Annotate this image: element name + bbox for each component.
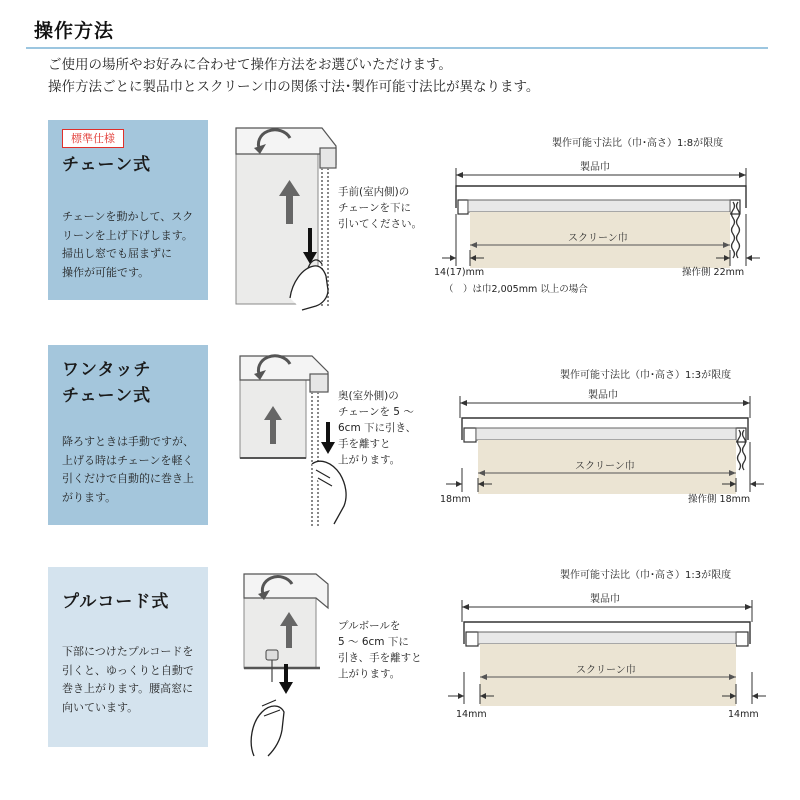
- product-width-label: 製品巾: [580, 162, 610, 173]
- chain-type-dimension-diagram: [430, 130, 770, 300]
- product-width-label: 製品巾: [588, 390, 618, 401]
- desc-line: リーンを上げ下げします。: [62, 228, 193, 242]
- screen-width-label: スクリーン巾: [576, 665, 636, 676]
- pull-cord-blind-illustration: [240, 566, 340, 762]
- one-touch-chain-panel: [48, 345, 208, 525]
- desc-line: 掃出し窓でも屈まずに: [62, 247, 172, 260]
- caption-line: 引き、手を離すと: [338, 652, 422, 664]
- caption-line: 上がります。: [338, 668, 401, 680]
- right-dimension-label: 14mm: [728, 709, 759, 720]
- pull-cord-caption: [338, 618, 422, 682]
- caption-line: 上がります。: [338, 454, 401, 466]
- desc-line: 巻き上がります。腰高窓に: [62, 682, 194, 695]
- desc-line: 向いています。: [62, 700, 139, 714]
- caption-line: 手を離すと: [338, 438, 391, 450]
- pull-cord-dimension-diagram: [430, 560, 770, 725]
- desc-line: 下部につけたプルコードを: [62, 645, 194, 658]
- one-touch-chain-caption: [338, 388, 416, 468]
- intro-text: [48, 54, 539, 98]
- chain-type-caption: [338, 184, 422, 232]
- caption-line: チェーンを 5 ～: [338, 406, 414, 418]
- ratio-label: 製作可能寸法比（巾･高さ）1:3が限度: [560, 570, 732, 581]
- note-label: （ ）は巾2,005mm 以上の場合: [444, 284, 588, 295]
- desc-line: がります。: [62, 490, 117, 504]
- caption-line: 奥(室外側)の: [338, 390, 399, 402]
- intro-line-1: ご使用の場所やお好みに合わせて操作方法をお選びいただけます。: [48, 57, 452, 73]
- one-touch-dimension-diagram: [430, 360, 770, 510]
- desc-line: 降ろすときは手動ですが、: [62, 435, 194, 448]
- screen-width-label: スクリーン巾: [575, 461, 635, 472]
- pull-cord-title: プルコード式: [62, 592, 170, 612]
- caption-line: 引いてください。: [338, 218, 422, 230]
- chain-blind-illustration: [232, 118, 352, 318]
- right-dimension-label: 操作側 22mm: [682, 267, 745, 278]
- caption-line: プルボールを: [338, 620, 401, 632]
- product-width-label: 製品巾: [590, 594, 620, 605]
- desc-line: 操作が可能です。: [62, 265, 150, 279]
- standard-spec-badge: 標準仕様: [62, 129, 124, 148]
- desc-line: 上げる時はチェーンを軽く: [62, 453, 194, 467]
- chain-type-title: チェーン式: [62, 155, 152, 175]
- ratio-label: 製作可能寸法比（巾･高さ）1:3が限度: [560, 370, 732, 381]
- caption-line: チェーンを下に: [338, 202, 411, 214]
- chain-type-panel: [48, 120, 208, 300]
- one-touch-chain-title: [62, 357, 151, 409]
- header-divider: [26, 47, 768, 49]
- caption-line: 5 ～ 6cm 下に: [338, 636, 409, 648]
- section-header: [0, 0, 800, 48]
- title-line: チェーン式: [62, 386, 152, 406]
- ratio-label: 製作可能寸法比（巾･高さ）1:8が限度: [552, 138, 724, 149]
- screen-width-label: スクリーン巾: [568, 233, 628, 244]
- right-dimension-label: 操作側 18mm: [688, 494, 751, 505]
- desc-line: チェーンを動かして、スク: [62, 210, 194, 223]
- left-dimension-label: 14(17)mm: [434, 267, 485, 278]
- left-dimension-label: 18mm: [440, 494, 471, 505]
- intro-line-2: 操作方法ごとに製品巾とスクリーン巾の関係寸法･製作可能寸法比が異なります。: [48, 79, 540, 95]
- chain-type-description: [62, 208, 202, 282]
- caption-line: 手前(室内側)の: [338, 186, 410, 198]
- pull-cord-panel: [48, 567, 208, 747]
- title-line: ワンタッチ: [62, 360, 152, 380]
- one-touch-chain-description: [62, 433, 202, 507]
- pull-cord-description: [62, 643, 202, 717]
- left-dimension-label: 14mm: [456, 709, 487, 720]
- desc-line: 引くと、ゆっくりと自動で: [62, 663, 194, 677]
- desc-line: 引くだけで自動的に巻き上: [62, 472, 194, 485]
- caption-line: 6cm 下に引き、: [338, 422, 417, 434]
- page-title: 操作方法: [34, 20, 115, 42]
